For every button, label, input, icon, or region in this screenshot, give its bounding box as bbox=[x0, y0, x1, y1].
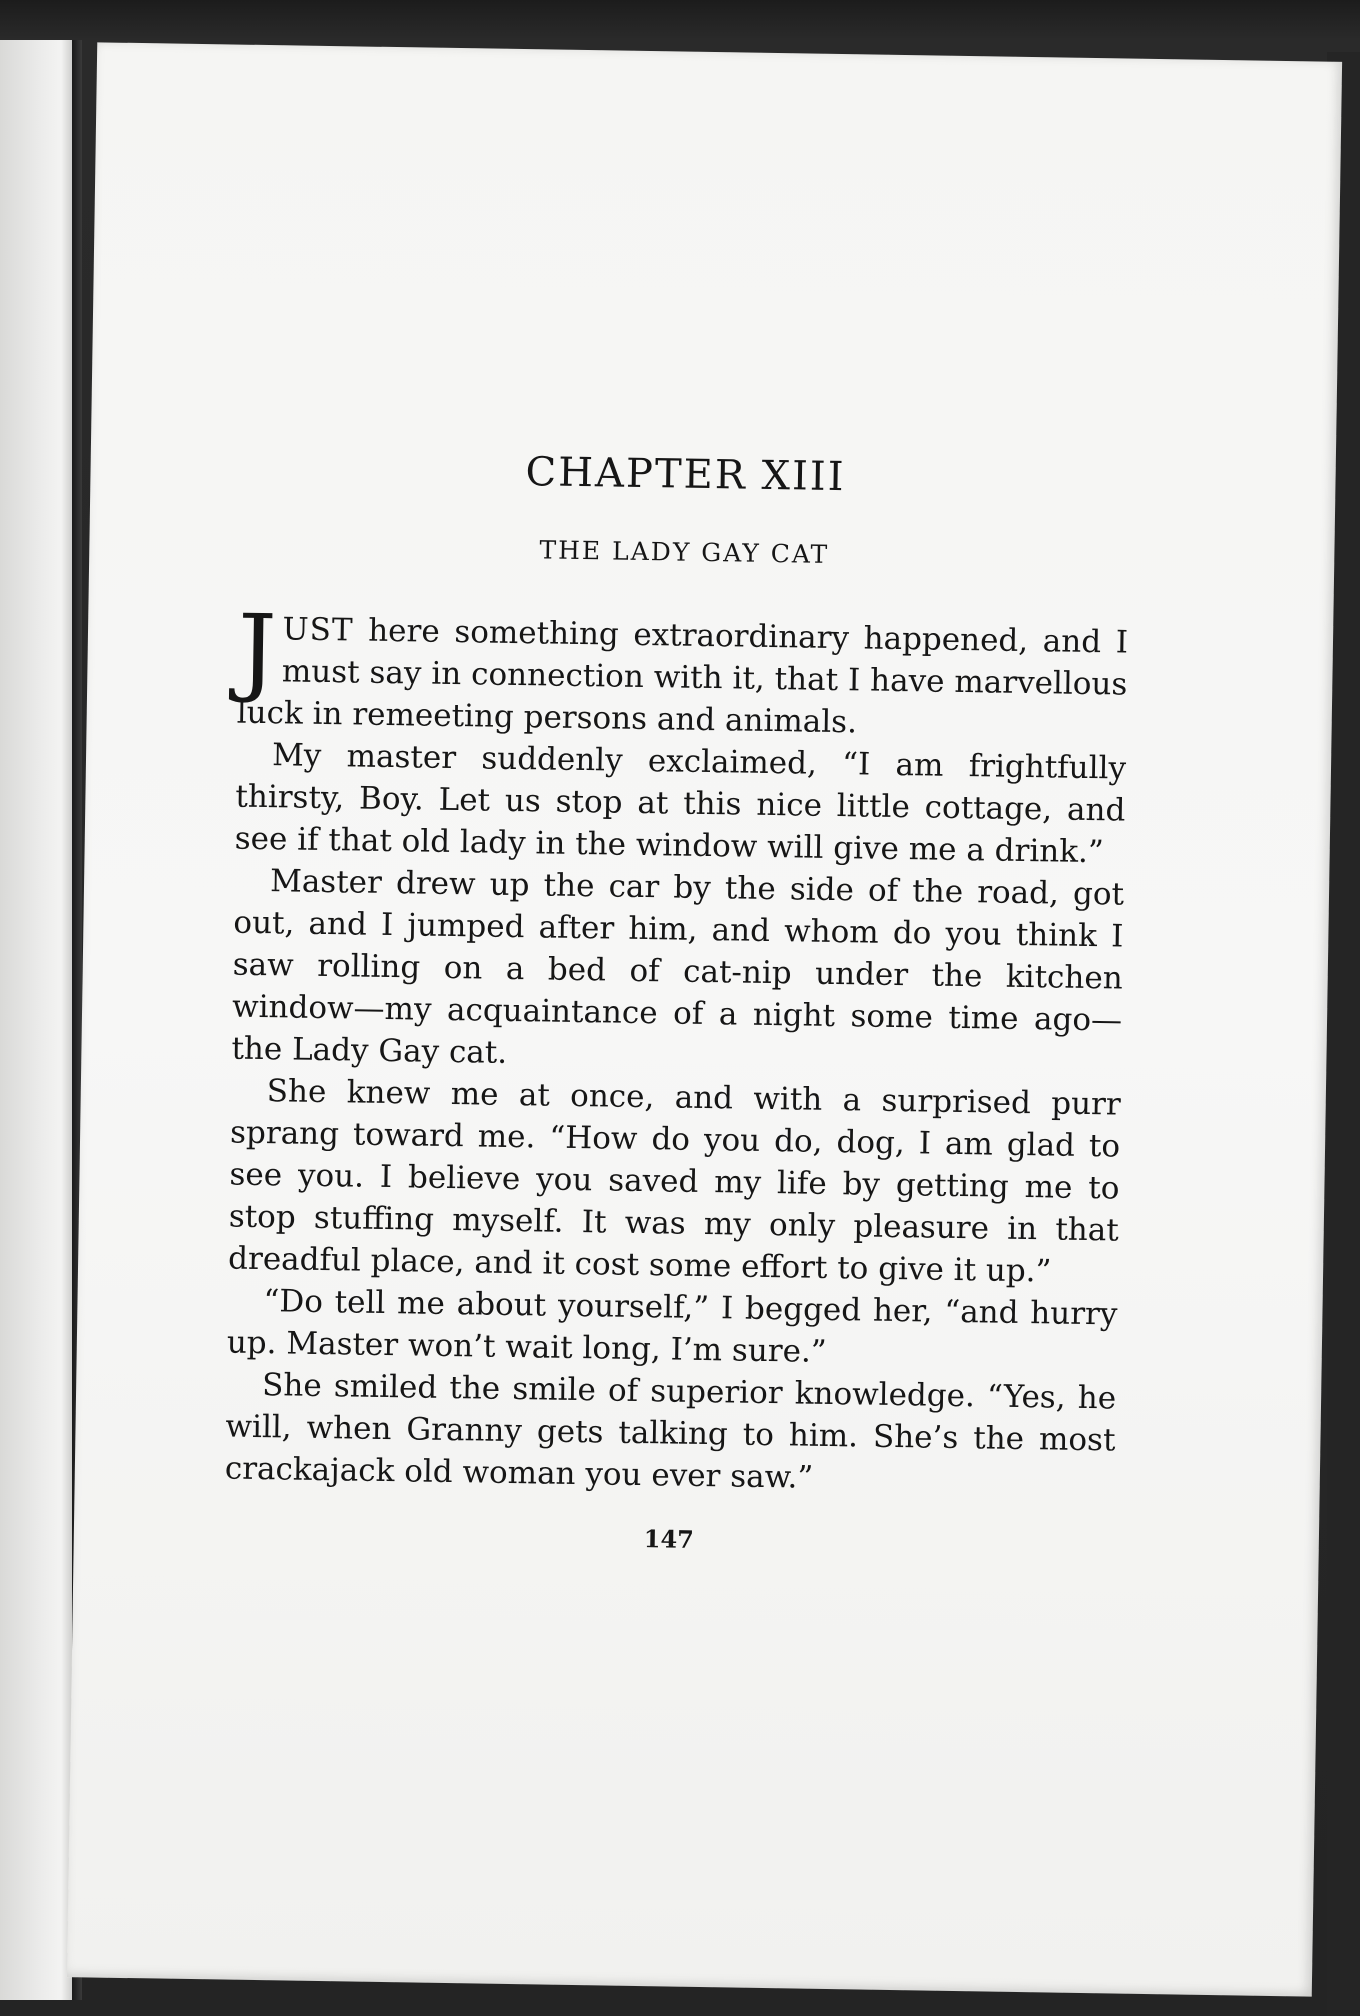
paragraph-6: She smiled the smile of superior knowledge. “Yes, he will, when Granny gets talking to him. She’s the most crackajack old woman you ever saw.” bbox=[224, 1367, 1117, 1496]
opening-words: UST bbox=[282, 611, 354, 649]
paragraph-3: Master drew up the car by the side of the road, got out, and I jumped after him, and whom do you think I saw rolling on a bed of cat-nip under the kitchen window—my acquaintance of a night some time ago—the Lady Gay cat. bbox=[231, 863, 1125, 1071]
paragraph-5: “Do tell me about yourself,” I begged her, “and hurry up. Master won’t wait long, I’m sure.” bbox=[226, 1283, 1118, 1370]
book-page bbox=[67, 42, 1342, 1996]
paragraph-4: She knew me at once, and with a surprised purr sprang toward me. “How do you do, dog, I am glad to see you. I believe you saved my life by getting me to stop stuffing myself. It was my only pleasure in that dreadful place, and it cost some effort to give it up.” bbox=[227, 1073, 1121, 1290]
drop-cap: J bbox=[236, 593, 278, 707]
chapter-title: THE LADY GAY CAT bbox=[539, 535, 830, 569]
page-number: 147 bbox=[643, 1524, 695, 1554]
facing-page-edge bbox=[0, 40, 72, 2000]
paragraph-1-text: here something extraordinary happened, and I must say in connection with it, that I have marvellous luck in remeeting persons and animals. bbox=[236, 612, 1129, 741]
page-text-block bbox=[224, 445, 1131, 1561]
paragraph-2: My master suddenly exclaimed, “I am frightfully thirsty, Boy. Let us stop at this nice little cottage, and see if that old lady in the window will give me a drink.” bbox=[234, 737, 1127, 871]
paragraph-1 bbox=[236, 593, 1129, 748]
chapter-heading: CHAPTER XIII bbox=[525, 449, 846, 501]
